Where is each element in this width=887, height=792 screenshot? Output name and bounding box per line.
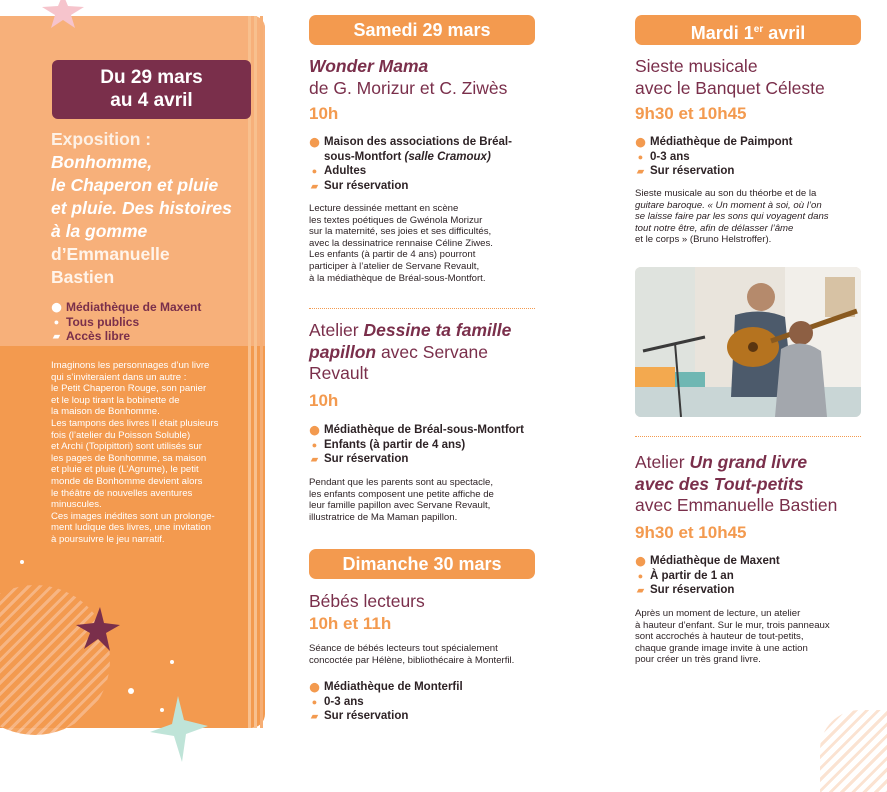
event-time: 9h30 et 10h45	[635, 104, 747, 123]
map-pin-icon: ⬤	[635, 556, 646, 566]
desc-line: la maison de Bonhomme.	[51, 406, 160, 418]
dotted-separator	[309, 308, 535, 309]
ticket-icon: ▰	[637, 585, 644, 595]
desc-line: le Petit Chaperon Rouge, son panier	[51, 383, 207, 395]
info-access: ▰ Accès libre	[51, 329, 201, 344]
ticket-icon: ▰	[311, 711, 318, 721]
desc-line: fois (l’atelier du Poisson Soluble)	[51, 429, 191, 441]
desc-line: monde de Bonhomme devient alors	[51, 475, 203, 487]
info-place: ⬤ Médiathèque de Paimpont	[635, 136, 793, 148]
day-header-samedi: Samedi 29 mars	[309, 15, 535, 45]
desc-line: les textes poétiques de Gwénola Morizur	[309, 214, 483, 226]
desc-line: le théâtre de nouvelles aventures	[51, 487, 193, 499]
musician-with-child-image	[635, 267, 861, 417]
person-icon: ●	[311, 166, 318, 176]
event-description	[309, 477, 539, 523]
info-access: ▰ Sur réservation	[635, 583, 865, 598]
title-part: avec Servane	[380, 341, 488, 362]
title-italic: Dessine ta famille	[363, 320, 512, 340]
desc-line: Sieste musicale au son du théorbe et de la	[635, 188, 817, 199]
map-pin-icon: ⬤	[309, 682, 320, 692]
title-part: Atelier	[635, 452, 685, 472]
desc-line: les pages de Bonhomme, sa maison	[51, 452, 207, 464]
person-icon: ●	[311, 439, 318, 450]
desc-line: Ces images inédites sont un prolonge-	[51, 510, 215, 522]
info-place: ⬤ Médiathèque de Monterfil	[309, 681, 463, 693]
info-place: ⬤ Médiathèque de Maxent	[635, 555, 780, 567]
title-part: Revault	[309, 363, 369, 383]
info-public: ● Tous publics	[51, 315, 201, 330]
title-italic: avec des Tout-petits	[635, 473, 804, 494]
concert-photo	[635, 267, 861, 417]
desc-line: Pendant que les parents sont au spectacle,	[309, 477, 494, 488]
desc-line: ment ludique des livres, une invitation	[51, 522, 211, 534]
desc-line: à hauteur d’enfant. Sur le mur, trois panneaux	[635, 619, 830, 631]
desc-line: minuscules.	[51, 499, 102, 511]
event-info	[309, 135, 539, 193]
event-time: 10h	[309, 391, 339, 410]
map-pin-icon: ⬤	[309, 425, 320, 435]
desc-line: concoctée par Hélène, bibliothécaire à Monterfil.	[309, 654, 515, 666]
desc-line: et le corps » (Bruno Helstroffer).	[635, 234, 772, 246]
info-access: ▰ Sur réservation	[309, 452, 549, 467]
info-public: ● 0-3 ans	[635, 150, 865, 165]
desc-line: guitare baroque. « Un moment à soi, où l’on	[635, 199, 822, 211]
day-header-dimanche: Dimanche 30 mars	[309, 549, 535, 579]
desc-line: sur la maternité, ses joies et ses difficultés,	[309, 226, 492, 238]
desc-line: à poursuivre le jeu narratif.	[51, 533, 165, 545]
title-part: avec Emmanuelle Bastien	[635, 495, 838, 515]
person-icon: ●	[637, 151, 644, 162]
dot-decoration	[20, 560, 24, 564]
info-place: ⬤ Médiathèque de Bréal-sous-Montfort	[309, 424, 524, 436]
title-rest: de G. Morizur et C. Ziwès	[309, 77, 508, 98]
desc-line: pour créer un très grand livre.	[635, 654, 761, 666]
title-italic: Un grand livre	[689, 452, 808, 472]
desc-line: les enfants composent une petite affiche de	[309, 488, 494, 500]
map-pin-icon: ⬤	[635, 137, 646, 147]
desc-line: et le loup tirant la bobinette de	[51, 394, 180, 406]
person-icon: ●	[53, 316, 60, 327]
desc-line: illustratrice de Ma Maman papillon.	[309, 511, 458, 523]
event-description	[635, 188, 870, 246]
place-text: Maison des associations de Bréal-	[324, 136, 512, 148]
event-time: 10h	[309, 104, 339, 123]
event-title-wonder-mama	[309, 56, 549, 99]
desc-line: leur famille papillon avec Servane Revault,	[309, 500, 491, 512]
dotted-separator	[635, 436, 861, 437]
day-header-mardi	[635, 15, 861, 45]
desc-line: participer à l’atelier de Servane Revault,	[309, 260, 480, 272]
mint-star-icon	[148, 696, 210, 762]
title-italic: papillon	[309, 341, 377, 362]
info-place	[309, 135, 539, 164]
desc-line: tout notre être, afin de délasser l’âme	[635, 222, 794, 234]
decorative-stripe	[260, 16, 263, 728]
desc-line: Séance de bébés lecteurs tout spécialement	[309, 643, 498, 654]
purple-star-icon	[74, 605, 122, 653]
expo-title-line: le Chaperon et pluie	[51, 175, 219, 195]
person-icon: ●	[311, 696, 318, 707]
header-text: avril	[768, 23, 806, 43]
event-description	[635, 608, 870, 666]
desc-line: chaque grande image invite à une action	[635, 642, 808, 654]
info-access: ▰ Sur réservation	[635, 164, 865, 179]
info-access: ▰ Sur réservation	[309, 709, 539, 724]
info-public: ● 0-3 ans	[309, 695, 539, 710]
event-title-bebes-lecteurs: Bébés lecteurs	[309, 591, 425, 611]
expo-author-line: d’Emmanuelle	[51, 244, 170, 264]
exhibition-date-box	[52, 60, 251, 119]
date-line-1: Du 29 mars	[100, 67, 203, 88]
event-description	[309, 643, 549, 666]
event-time: 9h30 et 10h45	[635, 523, 747, 542]
desc-line: à la médiathèque de Bréal-sous-Montfort.	[309, 272, 486, 284]
exhibition-panel	[0, 0, 286, 792]
title-line: avec le Banquet Céleste	[635, 77, 825, 98]
desc-line: Après un moment de lecture, un atelier	[635, 608, 801, 619]
map-pin-icon: ⬤	[51, 302, 62, 312]
ticket-icon: ▰	[637, 166, 644, 176]
ticket-icon: ▰	[311, 180, 318, 191]
expo-title-line: Bonhomme,	[51, 152, 153, 172]
striped-corner-decoration	[820, 710, 887, 792]
ticket-icon: ▰	[53, 331, 60, 341]
exhibition-title	[51, 128, 261, 289]
desc-line: sont accrochés à hauteur de tout-petits,	[635, 631, 804, 643]
header-sup: er	[753, 24, 764, 35]
event-description	[309, 203, 539, 284]
desc-line: avec la dessinatrice rennaise Céline Ziwes.	[309, 237, 493, 249]
place-text: sous-Montfort	[324, 150, 402, 163]
title-italic: Wonder Mama	[309, 56, 429, 76]
event-title-sieste	[635, 56, 875, 99]
map-pin-icon: ⬤	[309, 137, 320, 147]
desc-line: et Archi (Topipittori) sont utilisés sur	[51, 441, 202, 453]
event-title-dessine	[309, 320, 549, 385]
desc-line: se laisse faire par les sons qui voyagent dans	[635, 211, 829, 223]
desc-line: Lecture dessinée mettant en scène	[309, 203, 459, 214]
desc-line: Les enfants (à partir de 4 ans) pourront	[309, 249, 476, 261]
expo-title-line: à la gomme	[51, 221, 148, 241]
desc-line: Imaginons les personnages d’un livre	[51, 360, 210, 371]
exhibition-description	[51, 360, 256, 546]
ticket-icon: ▰	[311, 454, 318, 464]
expo-label: Exposition :	[51, 129, 152, 149]
event-info	[309, 423, 549, 467]
title-part: Atelier	[309, 320, 359, 340]
dot-decoration	[170, 660, 174, 664]
info-public: ● Adultes	[309, 164, 539, 179]
person-icon: ●	[637, 570, 644, 581]
event-time: 10h et 11h	[309, 614, 392, 633]
desc-line: Les tampons des livres Il était plusieurs	[51, 417, 219, 429]
dot-decoration	[160, 708, 164, 712]
info-public: ● À partir de 1 an	[635, 569, 865, 584]
header-text: Mardi 1	[690, 23, 754, 43]
info-public: ● Enfants (à partir de 4 ans)	[309, 438, 549, 453]
desc-line: et pluie et pluie (L’Agrume), le petit	[51, 464, 199, 476]
desc-line: qui s’inviteraient dans un autre :	[51, 371, 187, 383]
expo-author-line: Bastien	[51, 267, 115, 287]
event-title-grand-livre	[635, 452, 885, 517]
exhibition-info	[51, 300, 201, 344]
date-line-2: au 4 avril	[110, 90, 193, 111]
info-place: ⬤ Médiathèque de Maxent	[51, 300, 202, 314]
event-info	[635, 554, 865, 598]
info-access: ▰ Sur réservation	[309, 179, 539, 194]
pink-star-icon	[40, 0, 86, 28]
event-info	[635, 135, 865, 179]
title-line: Sieste musicale	[635, 56, 758, 76]
expo-title-line: et pluie. Des histoires	[51, 198, 232, 218]
event-info	[309, 680, 539, 724]
place-room: (salle Cramoux)	[404, 150, 491, 163]
dot-decoration	[128, 688, 134, 694]
